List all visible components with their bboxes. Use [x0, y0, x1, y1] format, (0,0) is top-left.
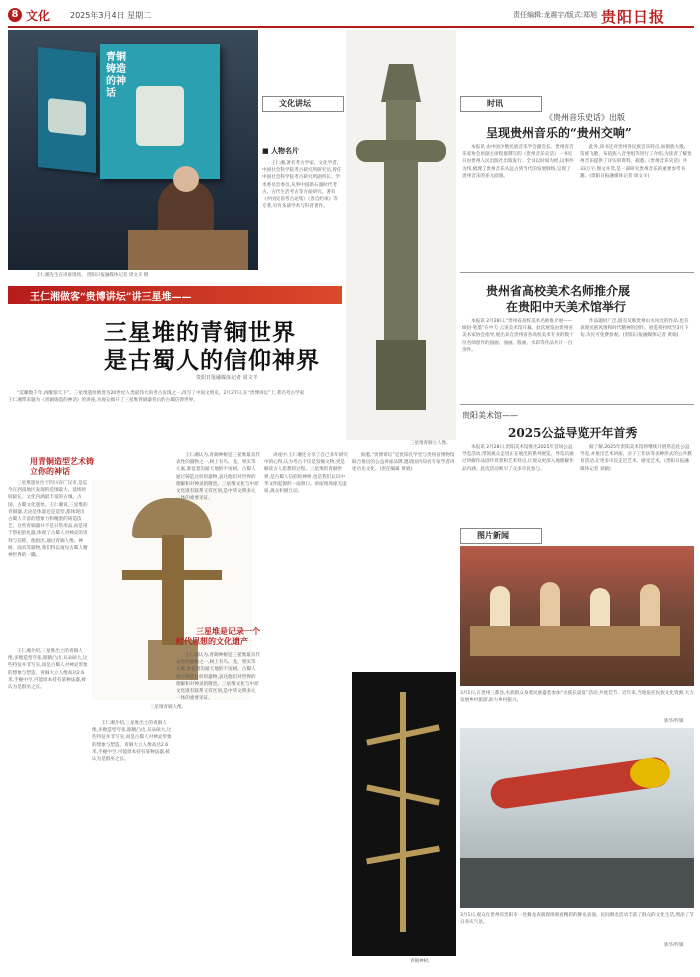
- culture-forum-tag: 文化讲坛: [262, 96, 344, 112]
- body-col-3: 王仁湘认为,青铜神树是三星堆最具代表性的器物之一,树上有鸟、龙、果实等元素,象征着沟通天地的宇宙树。古蜀人通过铸造这样的器物,表达他们对世界的理解和对神灵的敬畏。三星堆文化与中原文化既有联系又有区别,是中华文明多元一体的重要见证。: [176, 453, 260, 502]
- music-book-text-right: 此外,该书还对贵州各民族音乐特点,如侗族大歌、苗族飞歌、布依族八音坐唱等进行了介绍,为读者了解贵州音乐提供了详实的资料。据悉,《贵州音乐史话》共33万字,图文并茂,是一部研究贵州音乐的重要参考书籍。(贵阳日报融媒体记者 周文羊): [580, 145, 692, 179]
- news-tag: 时讯: [460, 96, 542, 112]
- bronze-statue-photo: [346, 30, 456, 440]
- photo-caption-1: 3月1日,在贵州三都县,水族群众身着民族盛装参加“水族长桌宴”活动,共度佳节。近年来,当地依托民族文化资源,大力发展乡村旅游,助力乡村振兴。: [460, 691, 694, 704]
- body-col-4: 讲座中,王仁湘还分享了自己多年研究中的心得,认为考古不仅是发掘文物,更是解读古人思想的过程。三星堆的青铜世界,是古蜀人信仰的神界,也是我们认识中华文明起源的一扇窗口。讲座现场座无虚席,观众积极互动。: [264, 453, 348, 495]
- art-exhibition-title-2: 在贵阳中天美术馆举行: [506, 300, 627, 314]
- headline-byline: 贵阳日报融媒体记者 周文羊: [196, 375, 258, 381]
- music-book-subtitle: 《贵州音乐史话》出版: [545, 113, 625, 122]
- subhead-1-line1: 用青铜造型艺术铸: [30, 456, 94, 466]
- festival-photo: [460, 546, 694, 686]
- body-col-2: 王仁湘介绍,三星堆出土的青铜人像,多数造型夸张,眼睛凸出,耳朵硕大,这些特征并非写实,而是古蜀人对神灵形象的想象与塑造。青铜大立人像高达2.6米,手握中空,可能原本持有某种法器,被认为是群巫之长。: [92, 721, 172, 763]
- body-col-1-lower: 王仁湘介绍,三星堆出土的青铜人像,多数造型夸张,眼睛凸出,耳朵硕大,这些特征并非写实,而是古蜀人对神灵形象的想象与塑造。青铜大立人像高达2.6米,手握中空,可能原本持有某种法器,被认为是群巫之长。: [8, 649, 88, 691]
- page-header: [8, 6, 694, 28]
- art-exhibition-text-left: 本报讯 2月28日,“贵州省高校美术名师推介展——缤纷·笔墨”在中天·云顶美术馆开幕。此次展览由贵州省美术家协会指导,展出来自贵州省各高校美术专业的数十位名师创作的国画、油画、版画、水彩等作品共计一百余件。: [462, 319, 574, 353]
- divider-2: [460, 404, 694, 405]
- person-card-label: ■ 人物名片: [262, 146, 300, 155]
- issue-date: 2025年3月4日 星期二: [70, 11, 152, 20]
- divider-1: [460, 272, 694, 273]
- book-cover-right: [100, 44, 220, 179]
- dragon-dance-photo: [460, 728, 694, 908]
- tree-caption: 青铜神树。: [410, 959, 433, 964]
- music-book-text-left: 本报讯 由中国少数民族音乐学会副会长、贵州省音乐家协会原副主席程群撰写的《贵州音乐史话》一书近日由贵州人民出版社出版发行。全书以时间为经,以事件为纬,梳理了贵州音乐从远古到当代的发展脉络,呈现了贵州音乐的多元面貌。: [462, 145, 574, 179]
- museum-kicker: 贵阳美术馆——: [462, 411, 518, 420]
- book-title: 青铜铸造的神话: [106, 52, 126, 99]
- speaker-head: [173, 166, 199, 192]
- photo-credit-1: 新华/传媒: [664, 719, 684, 724]
- museum-text-right: 据了解,2025年贵阳美术馆将继续开展常态化公益导览,并推出艺术讲座、亲子工作坊等多种形式的公共教育活动,让更多市民走近艺术、感受艺术。(贵阳日报融媒体记者 刘镇): [580, 445, 692, 472]
- subhead-1-line2: 立你的神话: [30, 466, 70, 476]
- feature-photo-caption: 王仁湘先生在讲座现场。 贵阳日报融媒体记者 周文羊 摄: [36, 273, 149, 278]
- photo-news-tag: 图片新闻: [460, 528, 542, 544]
- feature-photo: [8, 30, 258, 270]
- editors-line: 责任编辑:龙震宇/版式:郑旭: [513, 11, 598, 19]
- photo-credit-2: 新华/传媒: [664, 943, 684, 948]
- bronze-tree-photo: [352, 672, 456, 956]
- lead-paragraph: “沉睡数千年,再醒惊天下”。三星堆遗址被誉为20世纪人类最伟大的考古发现之一,改写了中国文明史。2月27日,在“贵博讲坛”上,著名考古学家王仁湘带来题为《青铜铸造的神话》的讲座,为观众揭开了三星堆青铜器背后的古蜀信仰世界。: [8, 391, 305, 404]
- art-exhibition-text-right: 作品题材广泛,既有反映贵州山水风光的作品,也有表现民族风情和时代精神的创作。展览将持续至3月下旬,市民可免费参观。(贵阳日报融媒体记者 黄娟): [580, 319, 689, 339]
- body-col-5: 据悉,“贵博讲坛”是贵阳孔学堂与贵州省博物馆联合推出的公益讲座品牌,邀请国内知名专家学者讲述历史文化。(责任编辑 黄娟): [352, 453, 455, 473]
- masthead-logo: 贵阳日报: [601, 8, 666, 26]
- headline-line2: 是古蜀人的信仰神界: [104, 347, 320, 374]
- figure-caption-2: 三星堆青铜人像。: [150, 705, 186, 710]
- body-col-3-lower: 王仁湘认为,青铜神树是三星堆最具代表性的器物之一,树上有鸟、龙、果实等元素,象征着沟通天地的宇宙树。古蜀人通过铸造这样的器物,表达他们对世界的理解和对神灵的敬畏。三星堆文化与中原文化既有联系又有区别,是中华文明多元一体的重要见证。: [176, 653, 260, 702]
- section-name: 文化: [26, 9, 51, 23]
- body-col-1: 三星堆遗址位于四川省广汉市,是迄今在西南地区发现的范围最大、延续时间最长、文化内涵最丰富的古城、古国、古蜀文化遗址。王仁湘说,三星堆的青铜器,无论是体量还是造型,都体现出古蜀人丰富的想象力和精湛的铸造技艺。这些青铜器并不是日常用品,而是用于祭祀的礼器,体现了古蜀人对神灵的崇拜与信仰。他指出,通过青铜人像、神树、面具等器物,我们得以窥见古蜀人精神世界的一隅。: [8, 481, 88, 559]
- kicker-band: [8, 286, 342, 304]
- headline-line1: 三星堆的青铜世界: [104, 319, 296, 346]
- museum-title: 2025公益导览开年首秀: [508, 426, 638, 440]
- headline-kicker: 王仁湘做客“贵博讲坛”讲三星堆——: [30, 292, 192, 303]
- subhead-2-line1: 三星堆是记录一个: [196, 626, 260, 636]
- page-number: 8: [8, 8, 22, 22]
- music-book-title: 呈现贵州音乐的“贵州交响”: [486, 126, 632, 140]
- art-exhibition-title-1: 贵州省高校美术名师推介展: [486, 284, 631, 298]
- subhead-2-line2: 时代思想的文化遗产: [176, 636, 248, 646]
- photo-caption-2: 3月1日,观众在贵州省贵阳市一处舞龙表演现场观看精彩的舞龙表演。民间舞龙活动丰富了群众的文化生活,增添了节日喜庆气氛。: [460, 913, 694, 926]
- lectern: [128, 230, 248, 270]
- book-cover-left: [38, 47, 96, 173]
- person-bio: 王仁湘,著名考古学家、文化学者,中国社会科学院考古研究所研究员,曾任中国社会科学院考古研究所副所长、学术委员会委员,从事中国新石器时代考古、古代生活考古等方面研究。著有《中国史前考古论集》《善自约束》等专著,另有多部学术与科普著作。: [262, 161, 342, 210]
- statue-caption: 三星堆青铜立人像。: [410, 441, 451, 446]
- museum-text-left: 本报讯 2月28日,贵阳美术馆推出2025年首场公益导览活动,带领观众走进正在展出的系列展览。导览员通过讲解作品创作背景和艺术特点,让观众更深入地理解作品内涵。此次活动吸引了众多市民参与。: [462, 445, 574, 472]
